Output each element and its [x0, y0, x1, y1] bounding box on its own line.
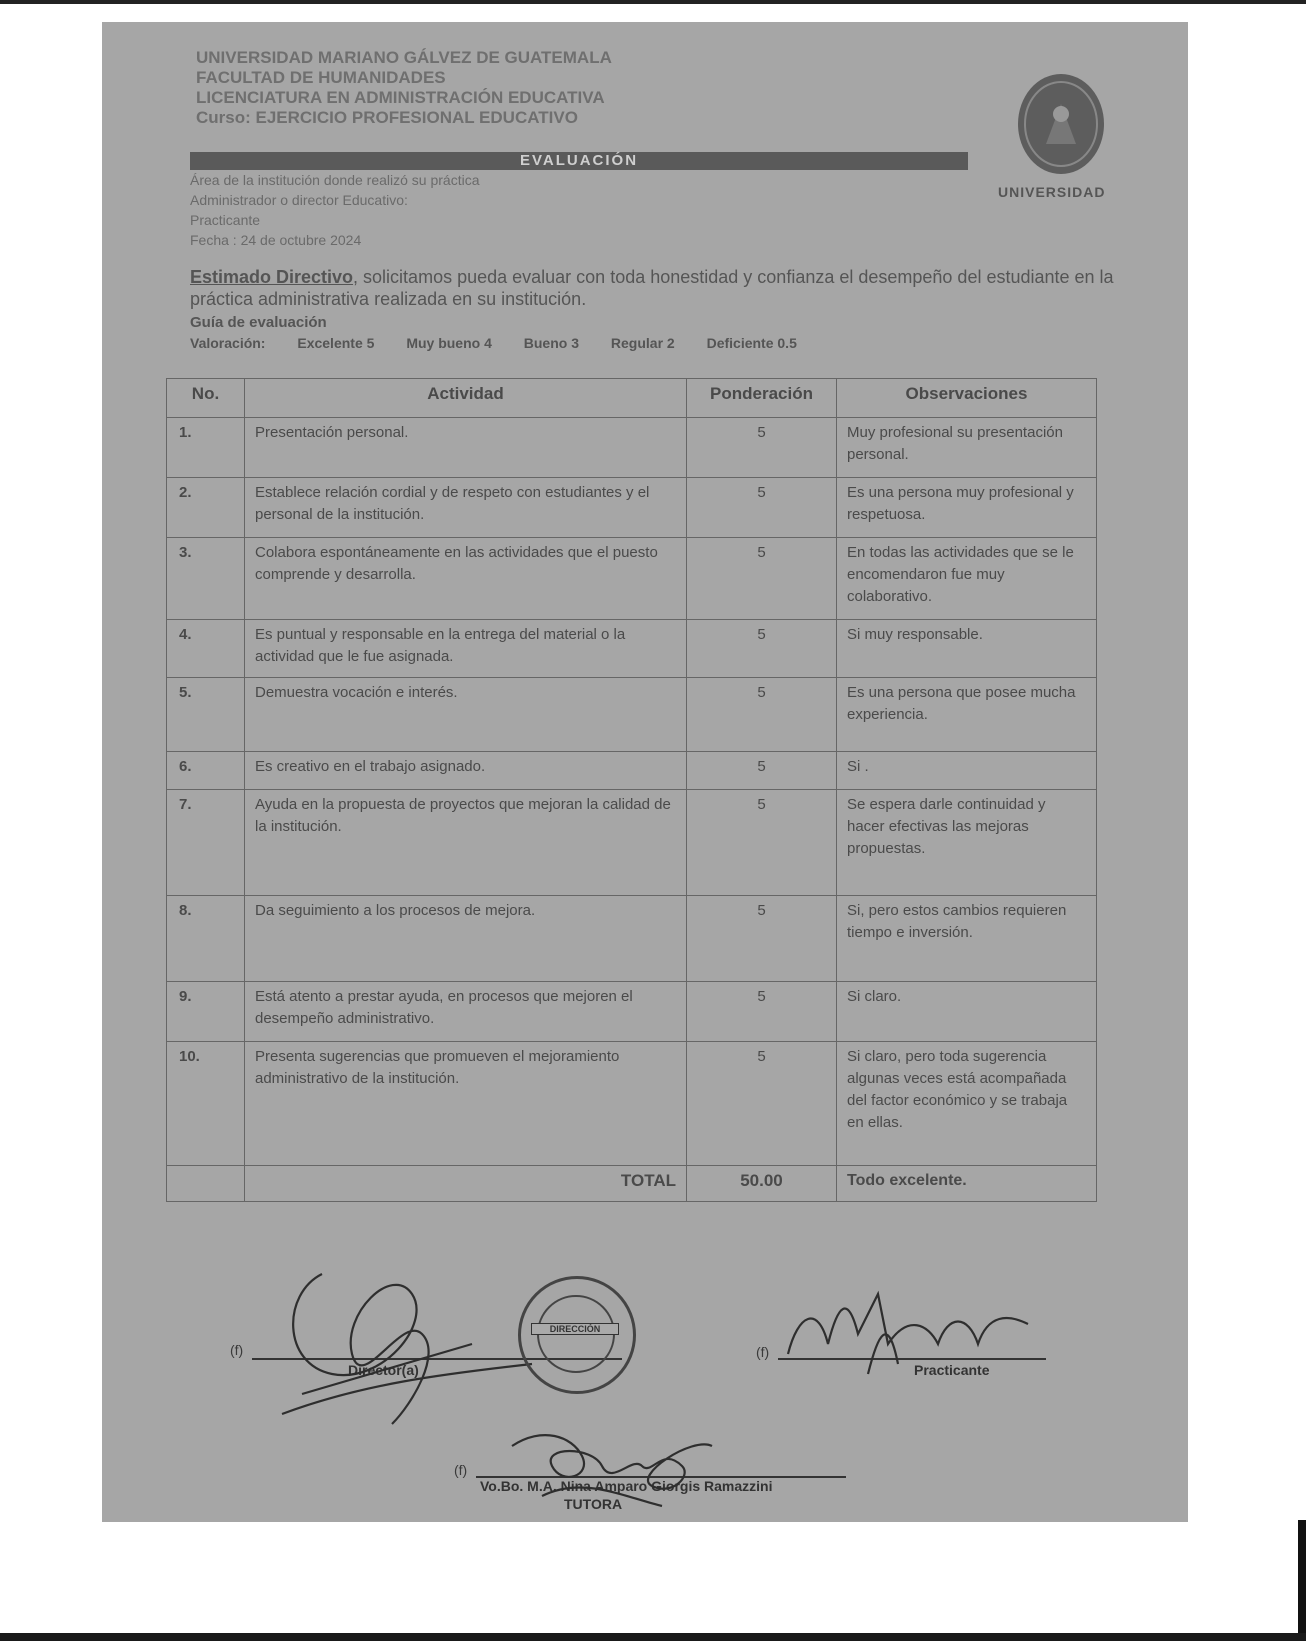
- tutor-label: Vo.Bo. M.A. Nina Amparo Giorgis Ramazzini: [480, 1478, 773, 1494]
- student-label: Practicante: [914, 1362, 990, 1378]
- intro-paragraph: [190, 266, 1150, 310]
- column-header: No.: [167, 379, 245, 418]
- table-row: [167, 538, 1097, 620]
- field-director: Administrador o director Educativo:: [190, 192, 408, 208]
- field-practicante: Practicante: [190, 212, 261, 228]
- row-observation: Si claro, pero toda sugerencia algunas veces está acompañada del factor económico y se trabaja en ellas.: [837, 1042, 1097, 1166]
- row-weight: 5: [687, 538, 837, 620]
- row-weight: 5: [687, 1042, 837, 1166]
- total-observation: Todo excelente.: [837, 1166, 1097, 1202]
- table-row: [167, 418, 1097, 478]
- table-header-row: [167, 379, 1097, 418]
- director-signature-prefix: (f): [230, 1342, 244, 1358]
- scan-edge: [1298, 1520, 1306, 1633]
- row-weight: 5: [687, 752, 837, 790]
- row-observation: Si, pero estos cambios requieren tiempo e inversión.: [837, 896, 1097, 982]
- row-observation: Si .: [837, 752, 1097, 790]
- intro-lead: Estimado Directivo: [190, 267, 354, 287]
- university-name: UNIVERSIDAD MARIANO GÁLVEZ DE GUATEMALA: [196, 48, 612, 67]
- rating-scale: [190, 335, 825, 351]
- row-number: 9.: [167, 982, 245, 1042]
- faculty-name: FACULTAD DE HUMANIDADES: [196, 68, 446, 87]
- scale-item: Muy bueno 4: [406, 335, 492, 351]
- official-stamp: [518, 1276, 636, 1394]
- table-row: [167, 790, 1097, 896]
- field-fecha: Fecha : 24 de octubre 2024: [190, 232, 362, 248]
- row-weight: 5: [687, 790, 837, 896]
- tutor-signature-prefix: (f): [454, 1462, 468, 1478]
- table-row: [167, 896, 1097, 982]
- row-number: 7.: [167, 790, 245, 896]
- guide-title: Guía de evaluación: [190, 314, 327, 331]
- row-number: 3.: [167, 538, 245, 620]
- table-row: [167, 752, 1097, 790]
- row-observation: Es una persona muy profesional y respetuosa.: [837, 478, 1097, 538]
- row-activity: Demuestra vocación e interés.: [245, 678, 687, 752]
- total-empty-cell: [167, 1166, 245, 1202]
- stamp-text: DIRECCIÓN: [531, 1323, 619, 1335]
- student-signature-scribble: [778, 1274, 1038, 1384]
- row-activity: Establece relación cordial y de respeto con estudiantes y el personal de la institución.: [245, 478, 687, 538]
- scale-item: Regular 2: [610, 335, 675, 351]
- row-weight: 5: [687, 982, 837, 1042]
- table-row: [167, 982, 1097, 1042]
- row-number: 10.: [167, 1042, 245, 1166]
- logo-caption: UNIVERSIDAD: [998, 184, 1106, 200]
- scale-item: Deficiente 0.5: [706, 335, 797, 351]
- evaluation-sheet: [102, 22, 1188, 1522]
- row-number: 5.: [167, 678, 245, 752]
- row-activity: Presentación personal.: [245, 418, 687, 478]
- column-header: Ponderación: [687, 379, 837, 418]
- scale-item: Excelente 5: [297, 335, 375, 351]
- row-activity: Es creativo en el trabajo asignado.: [245, 752, 687, 790]
- table-row: [167, 620, 1097, 678]
- row-observation: Es una persona que posee mucha experiencia.: [837, 678, 1097, 752]
- total-label: TOTAL: [245, 1166, 687, 1202]
- student-signature-prefix: (f): [756, 1344, 770, 1360]
- total-value: 50.00: [687, 1166, 837, 1202]
- university-seal-logo: [1018, 74, 1104, 174]
- total-row: [167, 1166, 1097, 1202]
- scan-edge: [0, 0, 1306, 4]
- scale-label: Valoración:: [190, 335, 266, 351]
- row-activity: Está atento a prestar ayuda, en procesos que mejoren el desempeño administrativo.: [245, 982, 687, 1042]
- course-name: Curso: EJERCICIO PROFESIONAL EDUCATIVO: [196, 108, 578, 127]
- table-row: [167, 478, 1097, 538]
- row-observation: Muy profesional su presentación personal.: [837, 418, 1097, 478]
- director-label: Director(a): [348, 1362, 419, 1378]
- row-observation: Si claro.: [837, 982, 1097, 1042]
- column-header: Observaciones: [837, 379, 1097, 418]
- row-number: 8.: [167, 896, 245, 982]
- tutor-role: TUTORA: [564, 1496, 623, 1512]
- column-header: Actividad: [245, 379, 687, 418]
- row-weight: 5: [687, 418, 837, 478]
- row-weight: 5: [687, 896, 837, 982]
- row-activity: Colabora espontáneamente en las actividades que el puesto comprende y desarrolla.: [245, 538, 687, 620]
- field-area: Área de la institución donde realizó su práctica: [190, 172, 480, 188]
- scale-item: Bueno 3: [523, 335, 579, 351]
- intro-text: , solicitamos pueda evaluar con toda honestidad y confianza el desempeño del estudiante en la práctica administrativa realizada en su institución.: [190, 267, 1114, 309]
- row-weight: 5: [687, 678, 837, 752]
- row-activity: Presenta sugerencias que promueven el mejoramiento administrativo de la institución.: [245, 1042, 687, 1166]
- row-number: 6.: [167, 752, 245, 790]
- table-row: [167, 1042, 1097, 1166]
- scan-edge: [0, 1633, 1306, 1641]
- row-activity: Es puntual y responsable en la entrega del material o la actividad que le fue asignada.: [245, 620, 687, 678]
- row-activity: Ayuda en la propuesta de proyectos que mejoran la calidad de la institución.: [245, 790, 687, 896]
- row-weight: 5: [687, 478, 837, 538]
- table-row: [167, 678, 1097, 752]
- row-weight: 5: [687, 620, 837, 678]
- row-number: 1.: [167, 418, 245, 478]
- row-observation: Si muy responsable.: [837, 620, 1097, 678]
- row-number: 4.: [167, 620, 245, 678]
- section-title-bar: EVALUACIÓN: [190, 152, 968, 170]
- row-observation: Se espera darle continuidad y hacer efectivas las mejoras propuestas.: [837, 790, 1097, 896]
- tutor-signature-scribble: [482, 1406, 722, 1516]
- evaluation-table: [166, 378, 1097, 1202]
- row-observation: En todas las actividades que se le encomendaron fue muy colaborativo.: [837, 538, 1097, 620]
- program-name: LICENCIATURA EN ADMINISTRACIÓN EDUCATIVA: [196, 88, 605, 107]
- row-activity: Da seguimiento a los procesos de mejora.: [245, 896, 687, 982]
- row-number: 2.: [167, 478, 245, 538]
